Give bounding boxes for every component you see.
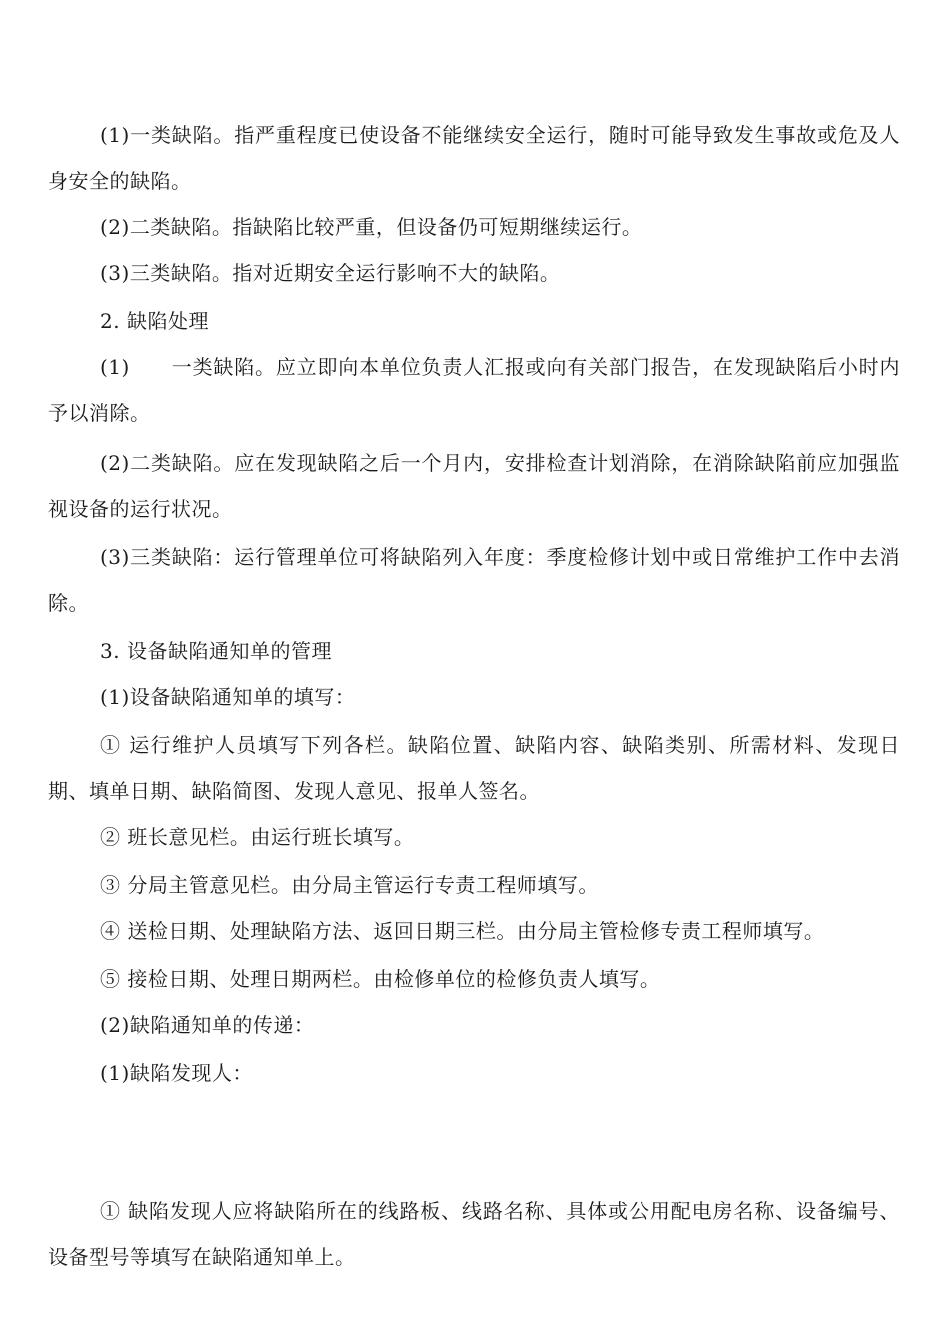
paragraph-handling-class-2: (2)二类缺陷。应在发现缺陷之后一个月内，安排检查计划消除，在消除缺陷前应加强监视设备的运行状况。 [48,451,900,521]
list-item-inspection-dates: ④ 送检日期、处理缺陷方法、返回日期三栏。由分局主管检修专责工程师填写。 [100,919,825,943]
section-heading-notice-management: 3. 设备缺陷通知单的管理 [100,639,332,663]
paragraph-handling-class-3: (3)三类缺陷：运行管理单位可将缺陷列入年度：季度检修计划中或日常维护工作中去消除。 [48,545,900,615]
list-item-branch-supervisor: ③ 分局主管意见栏。由分局主管运行专责工程师填写。 [100,873,599,897]
subheading-notice-transfer: (2)缺陷通知单的传递： [100,1013,315,1037]
paragraph-defect-class-1: (1)一类缺陷。指严重程度已使设备不能继续安全运行，随时可能导致发生事故或危及人身安全的缺陷。 [48,123,900,193]
list-item-receipt-dates: ⑤ 接检日期、处理日期两栏。由检修单位的检修负责人填写。 [100,967,661,991]
paragraph-handling-class-1: (1) 一类缺陷。应立即向本单位负责人汇报或向有关部门报告，在发现缺陷后小时内予以消除。 [48,355,900,425]
section-heading-defect-handling: 2. 缺陷处理 [100,309,209,333]
paragraph-defect-class-2: (2)二类缺陷。指缺陷比较严重，但设备仍可短期继续运行。 [100,215,643,239]
list-item-operator-fields: ① 运行维护人员填写下列各栏。缺陷位置、缺陷内容、缺陷类别、所需材料、发现日期、填单日期、缺陷简图、发现人意见、报单人签名。 [48,733,900,803]
list-item-team-leader: ② 班长意见栏。由运行班长填写。 [100,825,415,849]
list-item-discoverer-fill: ① 缺陷发现人应将缺陷所在的线路板、线路名称、具体或公用配电房名称、设备编号、设备型号等填写在缺陷通知单上。 [48,1199,900,1269]
subheading-defect-discoverer: (1)缺陷发现人： [100,1061,253,1085]
subheading-notice-filling: (1)设备缺陷通知单的填写： [100,685,356,709]
paragraph-defect-class-3: (3)三类缺陷。指对近期安全运行影响不大的缺陷。 [100,261,561,285]
